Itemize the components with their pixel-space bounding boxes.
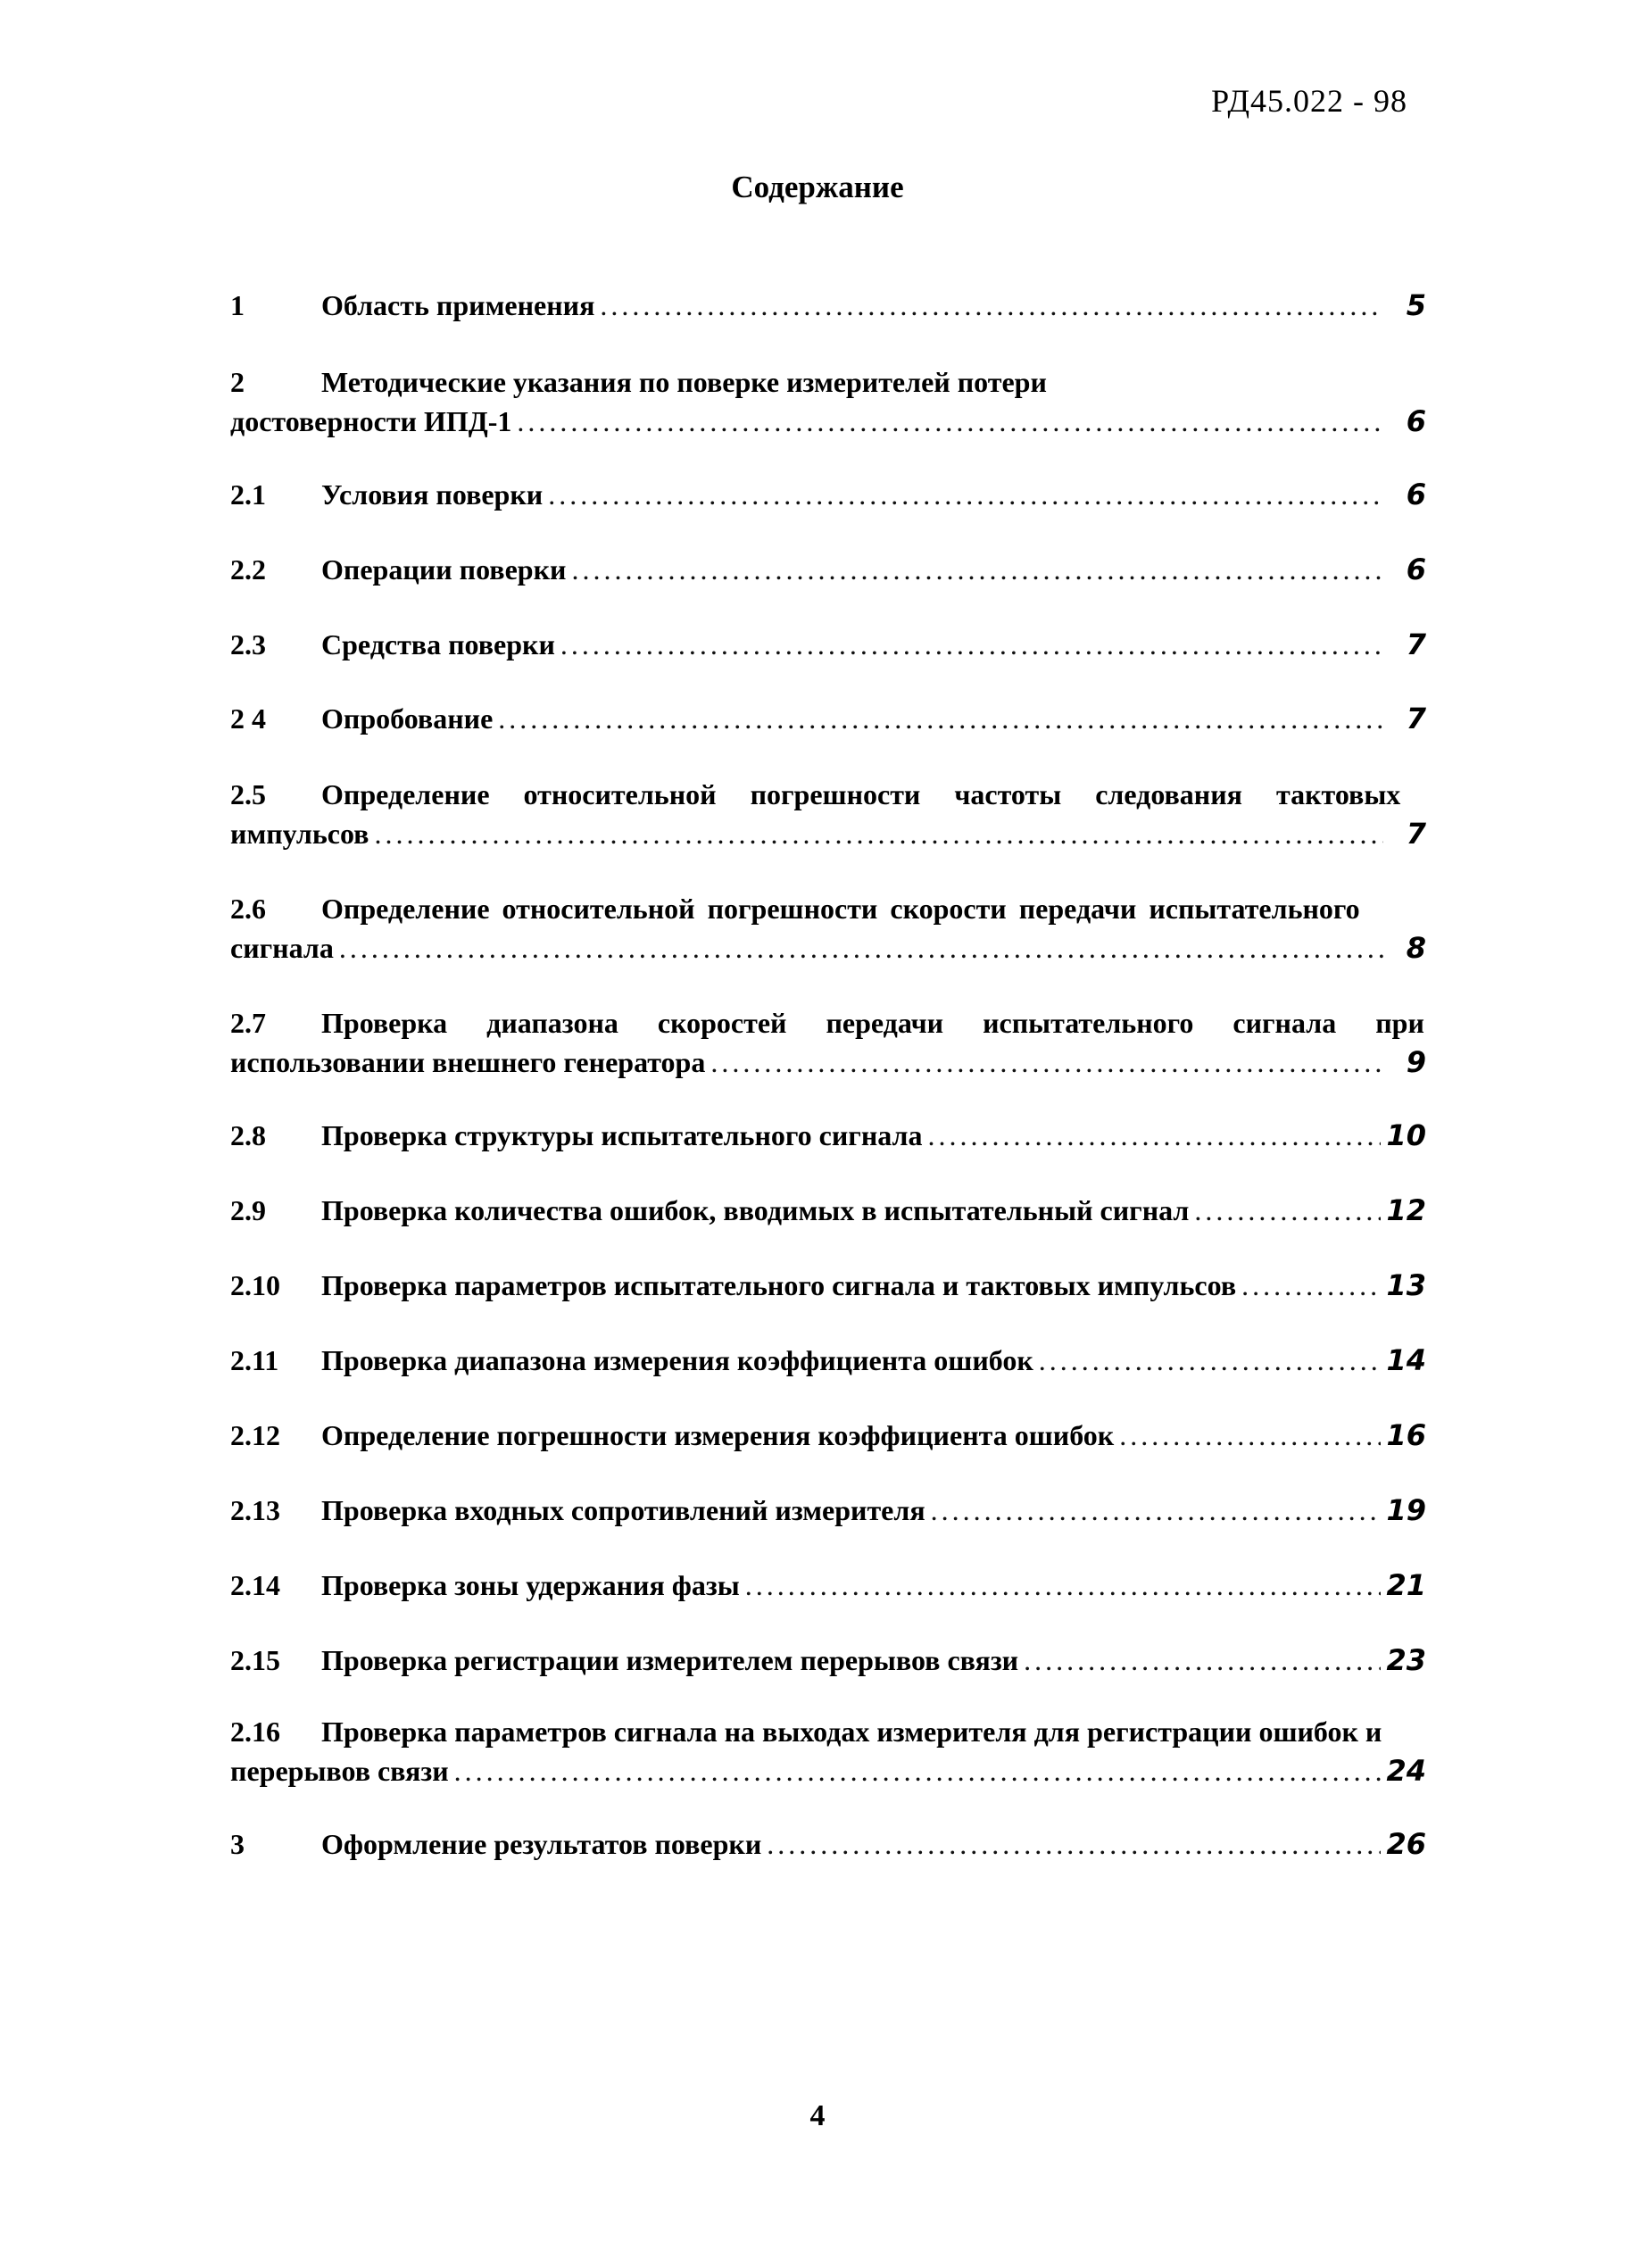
toc-leader: [931, 1491, 1382, 1530]
toc-entry-2-3[interactable]: [230, 625, 1426, 664]
document-code: РД45.022 - 98: [1211, 83, 1407, 119]
toc-entry-1[interactable]: [230, 286, 1426, 325]
toc-title-line1: Определение относительной погрешности частоты следования тактовых: [321, 778, 1401, 810]
toc-num: 2.3: [230, 628, 266, 660]
toc-entry-2-10[interactable]: [230, 1266, 1426, 1305]
toc-title: Опробование: [321, 702, 494, 735]
toc-num: 2.8: [230, 1119, 266, 1151]
toc-leader: [927, 1116, 1381, 1155]
toc-num: 2.2: [230, 553, 266, 586]
toc-title: Проверка структуры испытательного сигнала: [321, 1119, 923, 1151]
toc-leader: [1194, 1191, 1381, 1230]
toc-page: 9: [1406, 1045, 1426, 1079]
toc-title: Область применения: [321, 289, 595, 321]
toc-leader: [517, 402, 1383, 441]
toc-title-line1: Методические указания по поверке измерителей потери: [321, 366, 1047, 398]
toc-leader: [374, 814, 1383, 853]
toc-title: Определение погрешности измерения коэффициента ошибок: [321, 1419, 1115, 1451]
toc-entry-2-6[interactable]: [230, 889, 1426, 968]
toc-num: 2.14: [230, 1569, 280, 1601]
toc-num: 2.6: [230, 893, 266, 925]
toc-page: 7: [1406, 817, 1426, 851]
toc-page: 21: [1386, 1568, 1426, 1602]
toc-entry-2[interactable]: [230, 362, 1426, 441]
toc-page: 12: [1386, 1193, 1426, 1227]
toc-leader: [454, 1751, 1382, 1790]
toc-page: 16: [1386, 1418, 1426, 1452]
toc-num: 1: [230, 289, 245, 321]
toc-page: 5: [1406, 288, 1426, 322]
toc-entry-2-7[interactable]: [230, 1003, 1426, 1082]
toc-leader: [560, 625, 1383, 664]
toc-leader: [339, 928, 1383, 968]
toc-leader: [710, 1043, 1383, 1082]
toc-entry-2-13[interactable]: [230, 1491, 1426, 1530]
toc-title-line2: перерывов связи: [230, 1755, 449, 1787]
toc-num: 2.10: [230, 1269, 280, 1301]
toc-title: Средства поверки: [321, 628, 555, 660]
page-title: Содержание: [731, 170, 904, 204]
toc-entry-2-8[interactable]: [230, 1116, 1426, 1155]
toc-entry-2-4[interactable]: [230, 699, 1426, 738]
toc-leader: [767, 1824, 1381, 1864]
toc-title-line2: импульсов: [230, 818, 369, 850]
toc-entry-2-2[interactable]: [230, 550, 1426, 589]
toc-leader: [600, 286, 1383, 325]
toc-leader: [1119, 1416, 1381, 1455]
toc-leader: [571, 550, 1383, 589]
toc-title-line2: сигнала: [230, 932, 334, 964]
toc-title-line1: Проверка диапазона скоростей передачи испытательного сигнала при: [321, 1007, 1424, 1039]
toc-num: 2: [230, 366, 245, 398]
toc-title: Оформление результатов поверки: [321, 1828, 762, 1860]
toc-title-line2: достоверности ИПД-1: [230, 405, 512, 437]
page-number: 4: [809, 2099, 826, 2132]
toc-page: 26: [1386, 1827, 1426, 1861]
toc-leader: [745, 1566, 1382, 1605]
toc-entry-2-15[interactable]: [230, 1641, 1426, 1680]
toc-num: 2 4: [230, 702, 266, 735]
toc-page: 8: [1406, 931, 1426, 965]
toc-page: 7: [1406, 627, 1426, 661]
toc-page: 7: [1406, 702, 1426, 735]
toc-leader: [498, 699, 1383, 738]
toc-page: 6: [1406, 552, 1426, 586]
toc-num: 2.16: [230, 1716, 280, 1748]
toc-entry-2-14[interactable]: [230, 1566, 1426, 1605]
toc-leader: [1241, 1266, 1381, 1305]
toc-num: 2.7: [230, 1007, 266, 1039]
toc-entry-2-5[interactable]: [230, 775, 1426, 853]
toc-entry-2-16[interactable]: [230, 1712, 1426, 1790]
toc-num: 2.1: [230, 478, 266, 511]
toc-entry-2-12[interactable]: [230, 1416, 1426, 1455]
toc-num: 2.13: [230, 1494, 280, 1526]
toc-leader: [1024, 1641, 1381, 1680]
toc-title-line1: Определение относительной погрешности скорости передачи испытательного: [321, 893, 1360, 925]
toc-title: Проверка количества ошибок, вводимых в испытательный сигнал: [321, 1194, 1190, 1226]
toc-leader: [1039, 1341, 1382, 1380]
toc-title: Проверка входных сопротивлений измерителя: [321, 1494, 925, 1526]
toc-page: 10: [1386, 1118, 1426, 1152]
toc-num: 2.15: [230, 1644, 280, 1676]
toc-entry-2-11[interactable]: [230, 1341, 1426, 1380]
toc-title-line2: использовании внешнего генератора: [230, 1046, 706, 1078]
toc-page: 6: [1406, 404, 1426, 438]
toc-num: 2.12: [230, 1419, 280, 1451]
toc-title-line1: Проверка параметров сигнала на выходах измерителя для регистрации ошибок и: [321, 1716, 1382, 1748]
toc-title: Проверка диапазона измерения коэффициента ошибок: [321, 1344, 1033, 1376]
toc-title: Проверка регистрации измерителем перерывов связи: [321, 1644, 1019, 1676]
toc-num: 2.11: [230, 1344, 279, 1376]
toc-page: 13: [1386, 1268, 1426, 1302]
toc-num: 2.5: [230, 778, 266, 810]
toc-title: Проверка параметров испытательного сигнала и тактовых импульсов: [321, 1269, 1237, 1301]
toc-num: 2.9: [230, 1194, 266, 1226]
toc-page: 24: [1386, 1754, 1426, 1788]
toc-title: Проверка зоны удержания фазы: [321, 1569, 740, 1601]
toc-page: 14: [1386, 1343, 1426, 1377]
toc-num: 3: [230, 1828, 245, 1860]
toc-entry-2-1[interactable]: [230, 475, 1426, 514]
toc-title: Операции поверки: [321, 553, 567, 586]
toc-page: 19: [1386, 1493, 1426, 1527]
toc-title: Условия поверки: [321, 478, 544, 511]
toc-page: 23: [1386, 1643, 1426, 1677]
toc-entry-3[interactable]: [230, 1824, 1426, 1864]
toc-page: 6: [1406, 478, 1426, 511]
toc-entry-2-9[interactable]: [230, 1191, 1426, 1230]
toc-leader: [548, 475, 1383, 514]
